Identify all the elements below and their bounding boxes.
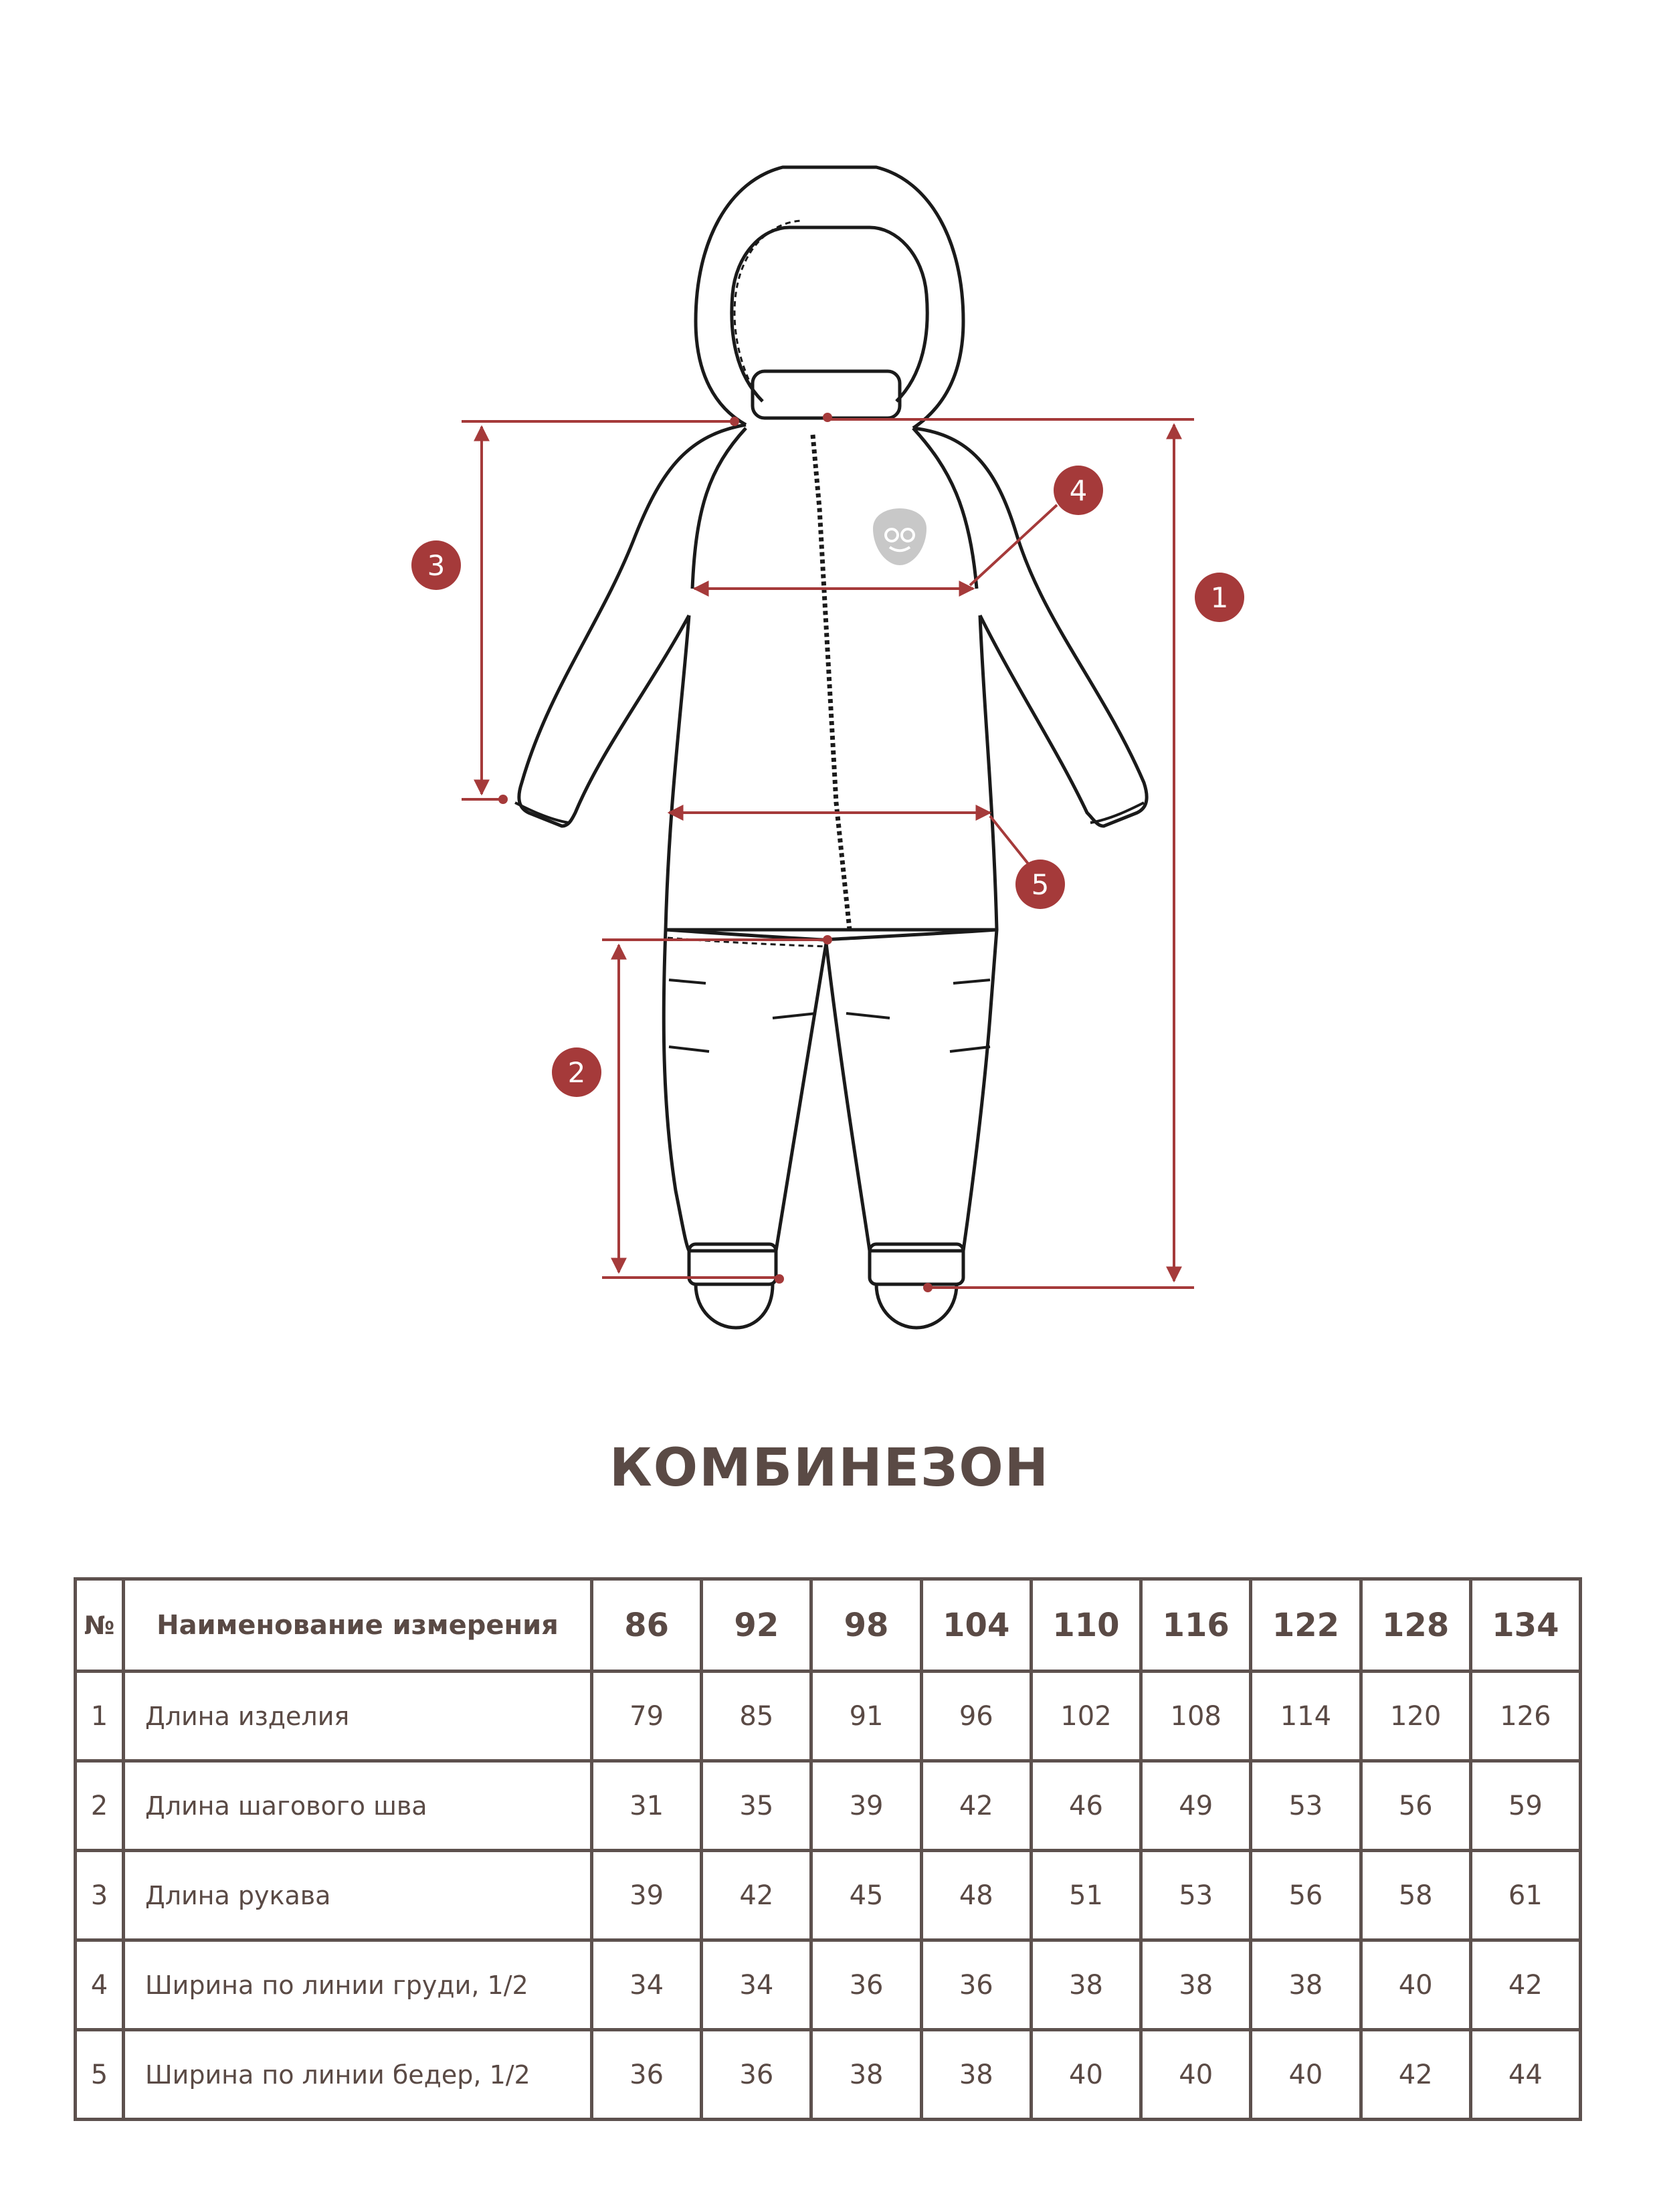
row-number: 5 (76, 2030, 124, 2120)
row-value: 46 (1031, 1761, 1141, 1851)
row-value: 40 (1141, 2030, 1251, 2120)
row-value: 51 (1031, 1851, 1141, 1940)
marker-1 (1195, 573, 1244, 622)
row-value: 56 (1361, 1761, 1470, 1851)
row-value: 45 (811, 1851, 921, 1940)
row-value: 34 (702, 1940, 811, 2030)
row-value: 120 (1361, 1672, 1470, 1761)
row-measurement-name: Ширина по линии груди, 1/2 (124, 1940, 592, 2030)
row-measurement-name: Длина шагового шва (124, 1761, 592, 1851)
row-number: 2 (76, 1761, 124, 1851)
row-value: 38 (1141, 1940, 1251, 2030)
row-value: 42 (921, 1761, 1031, 1851)
row-value: 40 (1361, 1940, 1470, 2030)
svg-text:1: 1 (1210, 581, 1229, 614)
header-size: 104 (921, 1579, 1031, 1672)
measurement-lines (462, 419, 1194, 1288)
row-value: 49 (1141, 1761, 1251, 1851)
row-value: 38 (811, 2030, 921, 2120)
row-value: 42 (1361, 2030, 1470, 2120)
row-value: 53 (1251, 1761, 1361, 1851)
row-value: 36 (592, 2030, 702, 2120)
marker-4 (1054, 466, 1103, 515)
svg-text:2: 2 (567, 1056, 586, 1089)
row-value: 36 (921, 1940, 1031, 2030)
row-value: 58 (1361, 1851, 1470, 1940)
table-row (76, 2030, 1581, 2120)
row-value: 59 (1470, 1761, 1580, 1851)
row-value: 96 (921, 1672, 1031, 1761)
header-size: 134 (1470, 1579, 1580, 1672)
row-number: 4 (76, 1940, 124, 2030)
row-value: 108 (1141, 1672, 1251, 1761)
jumpsuit-sketch (515, 167, 1147, 1328)
row-value: 38 (921, 2030, 1031, 2120)
header-size: 98 (811, 1579, 921, 1672)
row-value: 39 (592, 1851, 702, 1940)
row-value: 42 (702, 1851, 811, 1940)
row-number: 1 (76, 1672, 124, 1761)
header-size: 116 (1141, 1579, 1251, 1672)
row-value: 40 (1251, 2030, 1361, 2120)
header-size: 92 (702, 1579, 811, 1672)
row-value: 31 (592, 1761, 702, 1851)
marker-3 (411, 540, 461, 590)
size-table (74, 1577, 1582, 2121)
row-measurement-name: Длина изделия (124, 1672, 592, 1761)
row-value: 114 (1251, 1672, 1361, 1761)
row-value: 42 (1470, 1940, 1580, 2030)
row-value: 53 (1141, 1851, 1251, 1940)
row-value: 36 (702, 2030, 811, 2120)
row-value: 36 (811, 1940, 921, 2030)
header-size: 86 (592, 1579, 702, 1672)
row-measurement-name: Длина рукава (124, 1851, 592, 1940)
table-header-row (76, 1579, 1581, 1672)
marker-2 (552, 1047, 601, 1097)
table-row (76, 1672, 1581, 1761)
svg-text:3: 3 (427, 549, 446, 582)
row-number: 3 (76, 1851, 124, 1940)
row-value: 48 (921, 1851, 1031, 1940)
row-value: 91 (811, 1672, 921, 1761)
row-value: 40 (1031, 2030, 1141, 2120)
row-value: 38 (1251, 1940, 1361, 2030)
row-value: 126 (1470, 1672, 1580, 1761)
row-value: 35 (702, 1761, 811, 1851)
header-measurement-name: Наименование измерения (124, 1579, 592, 1672)
row-value: 38 (1031, 1940, 1141, 2030)
marker-5 (1015, 860, 1065, 909)
row-value: 79 (592, 1672, 702, 1761)
header-size: 122 (1251, 1579, 1361, 1672)
svg-text:4: 4 (1069, 474, 1088, 507)
header-number: № (76, 1579, 124, 1672)
row-value: 44 (1470, 2030, 1580, 2120)
row-measurement-name: Ширина по линии бедер, 1/2 (124, 2030, 592, 2120)
svg-text:5: 5 (1031, 868, 1050, 901)
header-size: 110 (1031, 1579, 1141, 1672)
row-value: 61 (1470, 1851, 1580, 1940)
row-value: 34 (592, 1940, 702, 2030)
page-title: КОМБИНЕЗОН (609, 1438, 1050, 1498)
measurement-endpoints (498, 413, 933, 1292)
table-row (76, 1940, 1581, 2030)
row-value: 56 (1251, 1851, 1361, 1940)
table-row (76, 1761, 1581, 1851)
row-value: 102 (1031, 1672, 1141, 1761)
table-row (76, 1851, 1581, 1940)
row-value: 39 (811, 1761, 921, 1851)
header-size: 128 (1361, 1579, 1470, 1672)
row-value: 85 (702, 1672, 811, 1761)
logo-icon (873, 508, 926, 565)
